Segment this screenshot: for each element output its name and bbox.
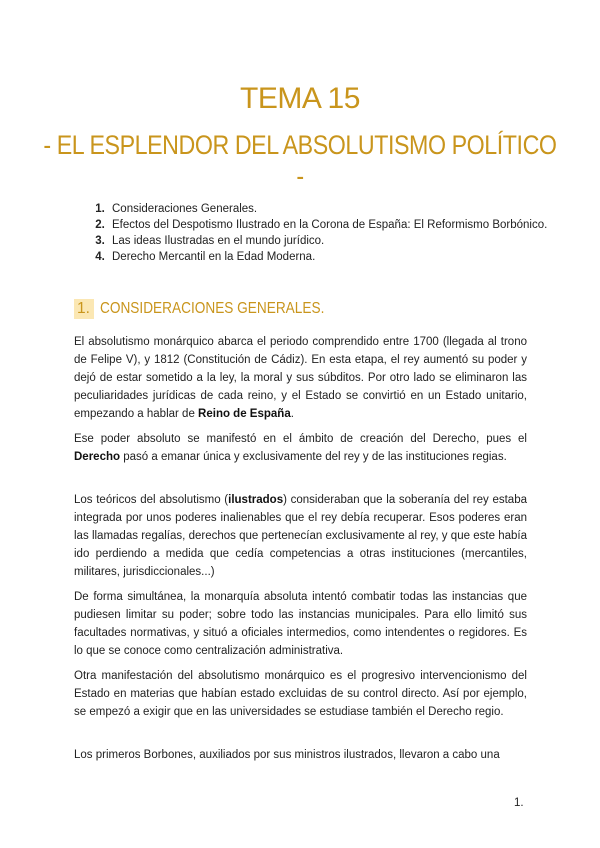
- paragraph: [74, 491, 527, 581]
- toc-item: 1. Consideraciones Generales.: [108, 201, 563, 217]
- paragraph: [74, 333, 527, 423]
- page-title: TEMA 15: [240, 82, 360, 115]
- page-number: 1.: [514, 797, 524, 809]
- toc-item: 4. Derecho Mercantil en la Edad Moderna.: [108, 249, 563, 265]
- paragraph: Los primeros Borbones, auxiliados por sus ministros ilustrados, llevaron a cabo una: [74, 749, 500, 761]
- bold-term: ilustrados: [228, 494, 284, 506]
- paragraph-text: .: [290, 408, 294, 420]
- section-number: 1.: [74, 299, 94, 319]
- paragraph: [74, 430, 527, 466]
- paragraph-text: pasó a emanar única y exclusivamente del rey y de las instituciones regias.: [120, 451, 507, 463]
- paragraph-text: Ese poder absoluto se manifestó en el ámbito de creación del Derecho, pues el: [74, 433, 527, 445]
- toc-item: 3. Las ideas Ilustradas en el mundo jurídico.: [108, 233, 563, 249]
- section-title: CONSIDERACIONES GENERALES.: [99, 300, 325, 317]
- page-subtitle: - EL ESPLENDOR DEL ABSOLUTISMO POLÍTICO -: [43, 130, 557, 191]
- bold-term: Derecho: [74, 451, 121, 463]
- paragraph-text: El absolutismo monárquico abarca el periodo comprendido entre 1700 (llegada al trono de Felipe V), y 1812 (Constitución de Cádiz). En esta etapa, el rey aumentó su poder y dejó de estar sometido a la ley, la moral y sus súbditos. Por otro lado se eliminaron las peculiaridades jurídicas de cada reino, y el Estado se convirtió en un Estado unitario, empezando a hablar de: [74, 336, 527, 420]
- paragraph-text: Los teóricos del absolutismo (: [74, 494, 229, 506]
- paragraph: De forma simultánea, la monarquía absoluta intentó combatir todas las instancias que pudiesen limitar su poder; sobre todo las instancias municipales. Para ello limitó sus facultades normativas, y situó a oficiales intermedios, como intendentes o regidores. Es lo que se conoce como centralización administrativa.: [74, 591, 527, 657]
- bold-term: Reino de España: [198, 408, 291, 420]
- table-of-contents: [90, 201, 563, 265]
- paragraph: Otra manifestación del absolutismo monárquico es el progresivo intervencionismo del Estado en materias que habían estado excluidas de su control directo. Así por ejemplo, se empezó a exigir que en las universidades se estudiase también el Derecho regio.: [74, 670, 527, 718]
- toc-item: 2. Efectos del Despotismo Ilustrado en la Corona de España: El Reformismo Borbónico.: [108, 217, 563, 233]
- section-heading: [74, 299, 355, 319]
- paragraph-text: ) consideraban que la soberanía del rey estaba integrada por unos poderes inalienables que el rey debía recuperar. Esos poderes eran las llamadas regalías, derechos que pertenecían exclusivamente al rey, y que este había ido perdiendo a medida que cedía competencias a otras instituciones (mercantiles, militares, jurisdiccionales...): [74, 494, 527, 578]
